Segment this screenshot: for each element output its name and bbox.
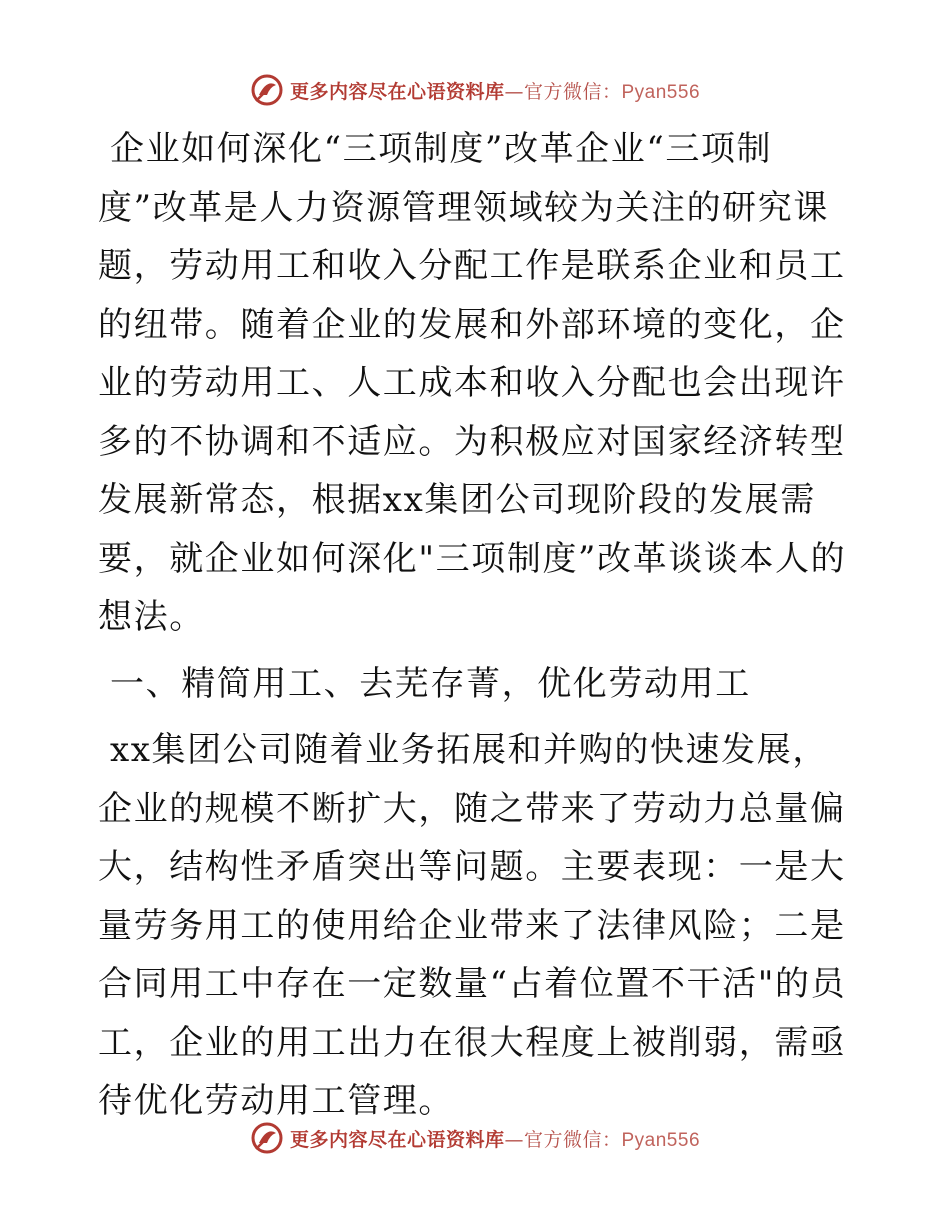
- body-paragraph-text: xx集团公司随着业务拓展和并购的快速发展，企业的规模不断扩大，随之带来了劳动力总量偏大，结构性矛盾突出等问题。主要表现：一是大量劳务用工的使用给企业带来了法律风险；二是合同用工中存在一定数量“占着位置不干活"的员工，企业的用工出力在很大程度上被削弱，需亟待优化劳动用工管理。: [98, 730, 847, 1121]
- watermark-label: 官方微信：: [523, 1128, 622, 1151]
- document-body: [98, 120, 850, 1131]
- watermark-separator: —: [504, 80, 524, 103]
- watermark-separator: —: [504, 1128, 524, 1151]
- watermark-brand: 更多内容尽在心语资料库: [289, 1128, 505, 1151]
- section-heading-text: 一、精简用工、去芜存菁，优化劳动用工: [110, 663, 751, 704]
- header-watermark: [0, 70, 950, 110]
- intro-paragraph-text: 企业如何深化“三项制度”改革企业“三项制度”改革是人力资源管理领域较为关注的研究课题，劳动用工和收入分配工作是联系企业和员工的纽带。随着企业的发展和外部环境的变化，企业的劳动用工、人工成本和收入分配也会出现许多的不协调和不适应。为积极应对国家经济转型发展新常态，根据xx集团公司现阶段的发展需要，就企业如何深化"三项制度”改革谈谈本人的想法。: [98, 129, 847, 637]
- watermark-logo-icon: [250, 1121, 284, 1155]
- intro-paragraph: [98, 120, 850, 647]
- watermark-text: [290, 1125, 700, 1152]
- watermark-wechat-id: Pyan556: [621, 81, 701, 103]
- watermark-logo-icon: [250, 73, 284, 107]
- watermark-label: 官方微信：: [523, 80, 622, 103]
- footer-watermark: [0, 1118, 950, 1158]
- body-paragraph: [98, 721, 850, 1131]
- watermark-wechat-id: Pyan556: [621, 1129, 701, 1151]
- watermark-brand: 更多内容尽在心语资料库: [289, 80, 505, 103]
- section-heading: [98, 655, 850, 714]
- watermark-text: [290, 77, 700, 104]
